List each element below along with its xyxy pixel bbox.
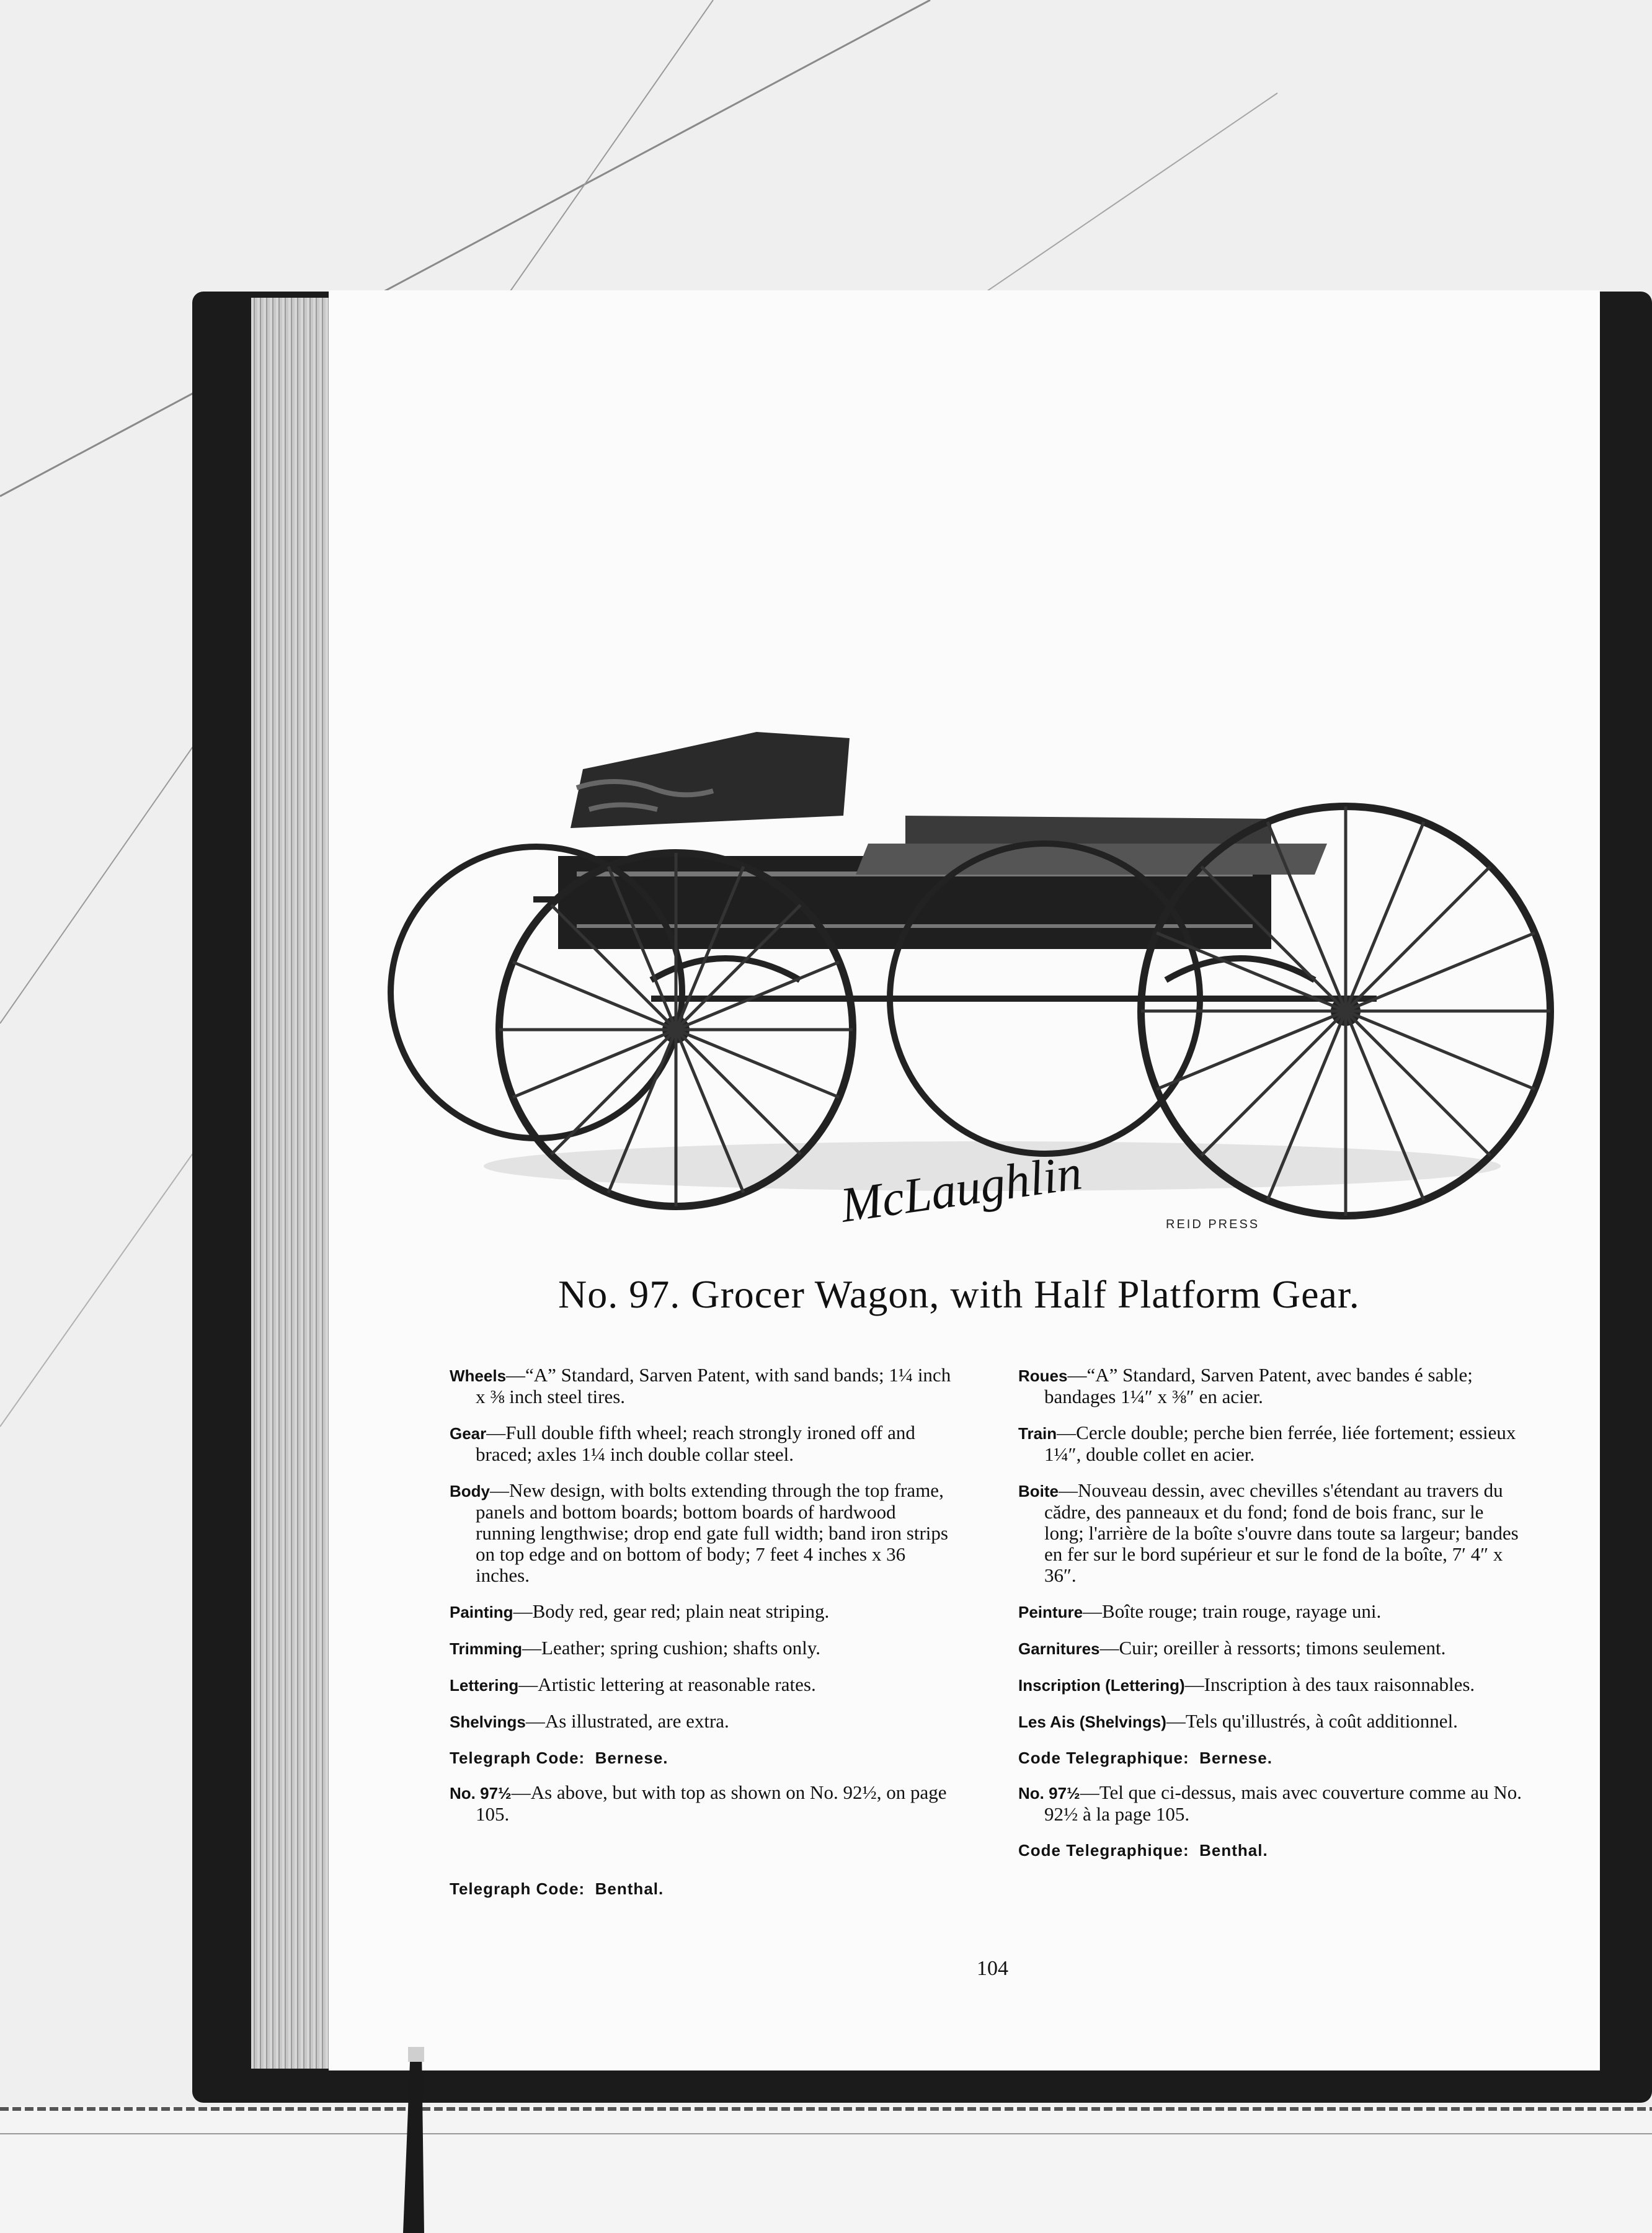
rear-wheel bbox=[1141, 806, 1550, 1216]
pen-icon bbox=[372, 2047, 459, 2233]
page-edges bbox=[251, 298, 332, 2069]
code-telegraphique-1: Code Telegraphique: Bernese. bbox=[1018, 1749, 1272, 1767]
spec-shelvings: Shelvings—As illustrated, are extra. bbox=[450, 1710, 729, 1732]
spec-wheels: Wheels—“A” Standard, Sarven Patent, with sand bands; 1¼ inch x ⅜ inch steel tires. bbox=[450, 1364, 951, 1407]
page-number: 104 bbox=[977, 1957, 1008, 1980]
column-spacer bbox=[450, 1840, 958, 1878]
front-wheel bbox=[499, 853, 853, 1206]
spec-gear: Gear—Full double fifth wheel; reach strongly ironed off and braced; axles 1¼ inch double collar steel. bbox=[450, 1422, 915, 1465]
spec-roues: Roues—“A” Standard, Sarven Patent, avec bandes é sable; bandages 1¼″ x ⅜″ en acier. bbox=[1018, 1364, 1473, 1407]
variant-97-half: No. 97½—As above, but with top as shown on No. 92½, on page 105. bbox=[450, 1781, 947, 1825]
spec-lettering: Lettering—Artistic lettering at reasonable rates. bbox=[450, 1674, 816, 1695]
spec-boite: Boite—Nouveau dessin, avec chevilles s'étendant au travers du cădre, des panneaux et du fond; fond de bois franc, sur le long; l'arrière de la boîte s'ouvre dans toute sa largeur; bandes en fer sur le bord supérieur et sur le fond de la boîte, 7′ 4″ x 36″. bbox=[1018, 1479, 1519, 1586]
spec-body: Body—New design, with bolts extending through the top frame, panels and bottom boards; bottom boards of hardwood running lengthwise; drop end gate full width; band iron strips on top edge and on bottom of body; 7 feet 4 inches x 36 inches. bbox=[450, 1479, 948, 1586]
mclaughlin-signature: McLaughlin bbox=[837, 1145, 1085, 1233]
spec-train: Train—Cercle double; perche bien ferrée, liée fortement; essieux 1¼″, double collet en acier. bbox=[1018, 1422, 1516, 1465]
specs-french bbox=[1018, 1365, 1527, 1874]
code-telegraphique-2: Code Telegraphique: Benthal. bbox=[1018, 1841, 1268, 1860]
wagon-body bbox=[533, 732, 1327, 949]
specs-english bbox=[450, 1365, 958, 1913]
spec-painting: Painting—Body red, gear red; plain neat striping. bbox=[450, 1600, 830, 1622]
page-title: No. 97. Grocer Wagon, with Half Platform Gear. bbox=[558, 1272, 1360, 1316]
spec-trimming: Trimming—Leather; spring cushion; shafts only. bbox=[450, 1637, 820, 1659]
telegraph-code-1: Telegraph Code: Bernese. bbox=[450, 1749, 668, 1767]
variant-97-half-fr: No. 97½—Tel que ci-dessus, mais avec couverture comme au No. 92½ à la page 105. bbox=[1018, 1781, 1522, 1825]
spec-les-ais: Les Ais (Shelvings)—Tels qu'illustrés, à coût additionnel. bbox=[1018, 1710, 1458, 1732]
reid-press-mark: REID PRESS bbox=[1166, 1218, 1260, 1231]
telegraph-code-2: Telegraph Code: Benthal. bbox=[450, 1879, 664, 1898]
spec-inscription: Inscription (Lettering)—Inscription à des taux raisonnables. bbox=[1018, 1674, 1475, 1695]
spec-peinture: Peinture—Boîte rouge; train rouge, rayage uni. bbox=[1018, 1600, 1382, 1622]
spec-garnitures: Garnitures—Cuir; oreiller à ressorts; timons seulement. bbox=[1018, 1637, 1446, 1659]
wagon-illustration bbox=[372, 695, 1588, 1241]
